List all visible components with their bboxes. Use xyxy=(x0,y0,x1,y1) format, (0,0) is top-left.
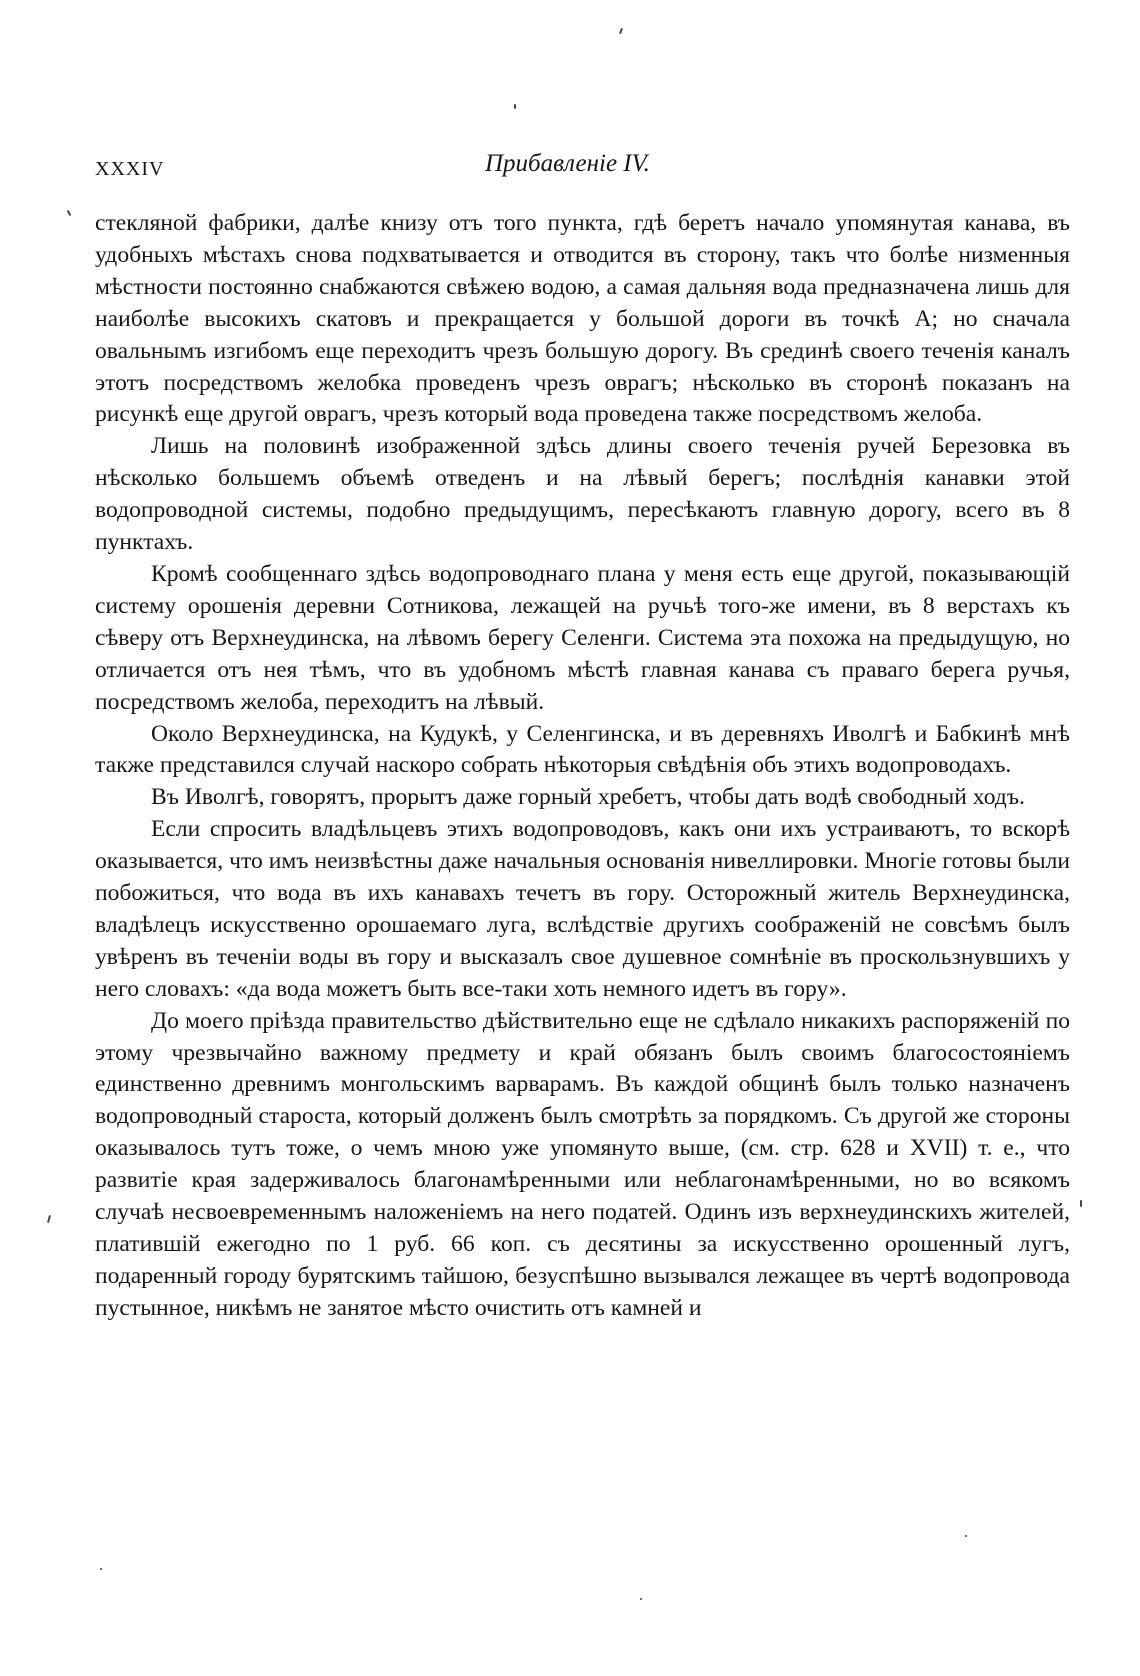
scan-speck xyxy=(1080,1200,1082,1207)
page-header xyxy=(95,150,1080,190)
paragraph-6: Если спросить владѣльцевъ этихъ водопроводовъ, какъ они ихъ устраиваютъ, то вскорѣ оказывается, что имъ неизвѣстны даже начальныя основанiя нивеллировки. Многiе готовы были побожиться, что вода въ ихъ канавахъ течетъ въ гору. Осторожный житель Верхнеудинска, владѣлецъ искусственно орошаемаго луга, вслѣдствiе другихъ соображенiй не совсѣмъ былъ увѣренъ въ теченiи воды въ гору и высказалъ свое душевное сомнѣнiе въ проскользнувшихъ у него словахъ: «да вода можетъ быть все-таки хоть немного идетъ въ гору». xyxy=(95,816,1070,1002)
body-text xyxy=(95,208,1070,1325)
paragraph-1: стекляной фабрики, далѣе книзу отъ того пункта, гдѣ беретъ начало упомянутая канава, въ удобныхъ мѣстахъ снова подхватывается и отводится въ сторону, такъ что болѣе низменныя мѣстности постоянно снабжаются свѣжею водою, а самая дальняя вода предназначена лишь для наиболѣе высокихъ скатовъ и прекращается у большой дороги въ точкѣ A; но сначала овальнымъ изгибомъ еще переходитъ чрезъ большую дорогу. Въ срединѣ своего теченiя каналъ этотъ посредствомъ желобка проведенъ чрезъ оврагъ; нѣсколько въ сторонѣ показанъ на рисункѣ еще другой оврагъ, чрезъ который вода проведена также посредствомъ желоба. xyxy=(95,210,1070,428)
scan-speck xyxy=(965,1535,967,1537)
running-head: Прибавленiе IV. xyxy=(485,150,650,177)
paragraph-7: До моего прiѣзда правительство дѣйствительно еще не сдѣлало никакихъ распоряженiй по этому чрезвычайно важному предмету и край обязанъ былъ своимъ благосостоянiемъ единственно древнимъ монгольскимъ варварамъ. Въ каждой общинѣ былъ только назначенъ водопроводный староста, который долженъ былъ смотрѣть за порядкомъ. Съ другой же стороны оказывалось тутъ тоже, о чемъ мною уже упомянуто выше, (см. стр. 628 и XVII) т. е., что развитiе края задерживалось благонамѣренными или неблагонамѣренными, но во всякомъ случаѣ несвоевременнымъ наложенiемъ на него податей. Одинъ изъ верхнеудинскихъ жителей, платившiй ежегодно по 1 руб. 66 коп. съ десятины за искусственно орошенный лугъ, подаренный городу бурятскимъ тайшою, безуспѣшно вызывался лежащее въ чертѣ водопровода пустынное, никѣмъ не занятое мѣсто очистить отъ камней и xyxy=(95,1007,1070,1321)
scan-speck xyxy=(514,104,516,109)
scan-speck xyxy=(67,210,72,216)
scan-speck xyxy=(47,1215,51,1223)
paragraph-4: Около Верхнеудинска, на Кудукѣ, у Селенгинска, и въ деревняхъ Иволгѣ и Бабкинѣ мнѣ также представился случай наскоро собрать нѣкоторыя свѣдѣнiя объ этихъ водопроводахъ. xyxy=(95,720,1070,779)
scan-speck xyxy=(619,28,623,34)
scan-speck xyxy=(100,1568,102,1570)
page-number: XXXIV xyxy=(95,158,165,180)
paragraph-3: Кромѣ сообщеннаго здѣсь водопроводнаго плана у меня есть еще другой, показывающiй систему орошенiя деревни Сотникова, лежащей на ручьѣ того-же имени, въ 8 верстахъ къ сѣверу отъ Верхнеудинска, на лѣвомъ берегу Селенги. Система эта похожа на предыдущую, но отличается отъ нея тѣмъ, что въ удобномъ мѣстѣ главная канава съ праваго берега ручья, посредствомъ желоба, переходитъ на лѣвый. xyxy=(95,560,1070,715)
paragraph-2: Лишь на половинѣ изображенной здѣсь длины своего теченiя ручей Березовка въ нѣсколько большемъ объемѣ отведенъ и на лѣвый берегъ; послѣднiя канавки этой водопроводной системы, подобно предыдущимъ, пересѣкаютъ главную дорогу, всего въ 8 пунктахъ. xyxy=(95,433,1070,556)
paragraph-5: Въ Иволгѣ, говорятъ, прорытъ даже горный хребетъ, чтобы дать водѣ свободный ходъ. xyxy=(151,784,1025,811)
scan-speck xyxy=(640,1598,642,1600)
